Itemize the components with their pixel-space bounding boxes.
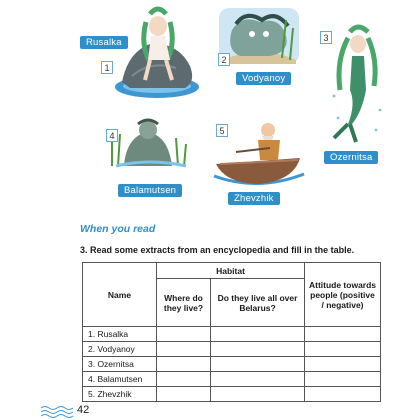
row-name: 2. Vodyanoy: [83, 342, 157, 357]
cell-all-over[interactable]: [211, 327, 305, 342]
table-row: [83, 342, 381, 357]
cell-all-over[interactable]: [211, 342, 305, 357]
number-5: 5: [216, 124, 228, 137]
task-text: Read some extracts from an encyclopedia and fill in the table.: [90, 245, 355, 255]
ozernitsa-illustration: [333, 27, 382, 142]
task-instruction: [80, 245, 400, 255]
cell-all-over[interactable]: [211, 357, 305, 372]
number-4: 4: [106, 129, 118, 142]
row-name: 1. Rusalka: [83, 327, 157, 342]
vodyanoy-illustration: [219, 8, 299, 64]
section-heading: When you read: [80, 223, 156, 235]
number-1: 1: [101, 61, 113, 74]
cell-where[interactable]: [157, 372, 211, 387]
row-name: 3. Ozernitsa: [83, 357, 157, 372]
label-vodyanoy: Vodyanoy: [236, 72, 291, 85]
task-number: 3.: [80, 245, 88, 255]
cell-attitude[interactable]: [305, 372, 381, 387]
table-row: [83, 387, 381, 402]
balamutsen-illustration: [112, 120, 186, 166]
cell-where[interactable]: [157, 327, 211, 342]
cell-attitude[interactable]: [305, 327, 381, 342]
cell-attitude[interactable]: [305, 342, 381, 357]
row-name: 5. Zhevzhik: [83, 387, 157, 402]
table-row: [83, 327, 381, 342]
wave-decoration-icon: [40, 404, 76, 418]
cell-attitude[interactable]: [305, 387, 381, 402]
label-balamutsen: Balamutsen: [118, 184, 182, 197]
header-all-over: Do they live all over Belarus?: [211, 279, 305, 327]
row-name: 4. Balamutsen: [83, 372, 157, 387]
cell-attitude[interactable]: [305, 357, 381, 372]
cell-where[interactable]: [157, 357, 211, 372]
label-rusalka: Rusalka: [80, 36, 128, 49]
cell-all-over[interactable]: [211, 387, 305, 402]
number-2: 2: [218, 53, 230, 66]
label-ozernitsa: Ozernitsa: [324, 151, 378, 164]
page-number: 42: [77, 404, 90, 416]
header-habitat: Habitat: [157, 263, 305, 279]
cell-where[interactable]: [157, 387, 211, 402]
cell-all-over[interactable]: [211, 372, 305, 387]
header-where: Where do they live?: [157, 279, 211, 327]
cell-where[interactable]: [157, 342, 211, 357]
encyclopedia-table: [82, 262, 381, 402]
label-zhevzhik: Zhevzhik: [228, 192, 280, 205]
table-row: [83, 357, 381, 372]
rusalka-illustration: [115, 9, 199, 98]
number-3: 3: [320, 31, 332, 44]
table-row: [83, 372, 381, 387]
header-attitude: Attitude towards people (positive / negative): [305, 263, 381, 327]
header-name: Name: [83, 263, 157, 327]
